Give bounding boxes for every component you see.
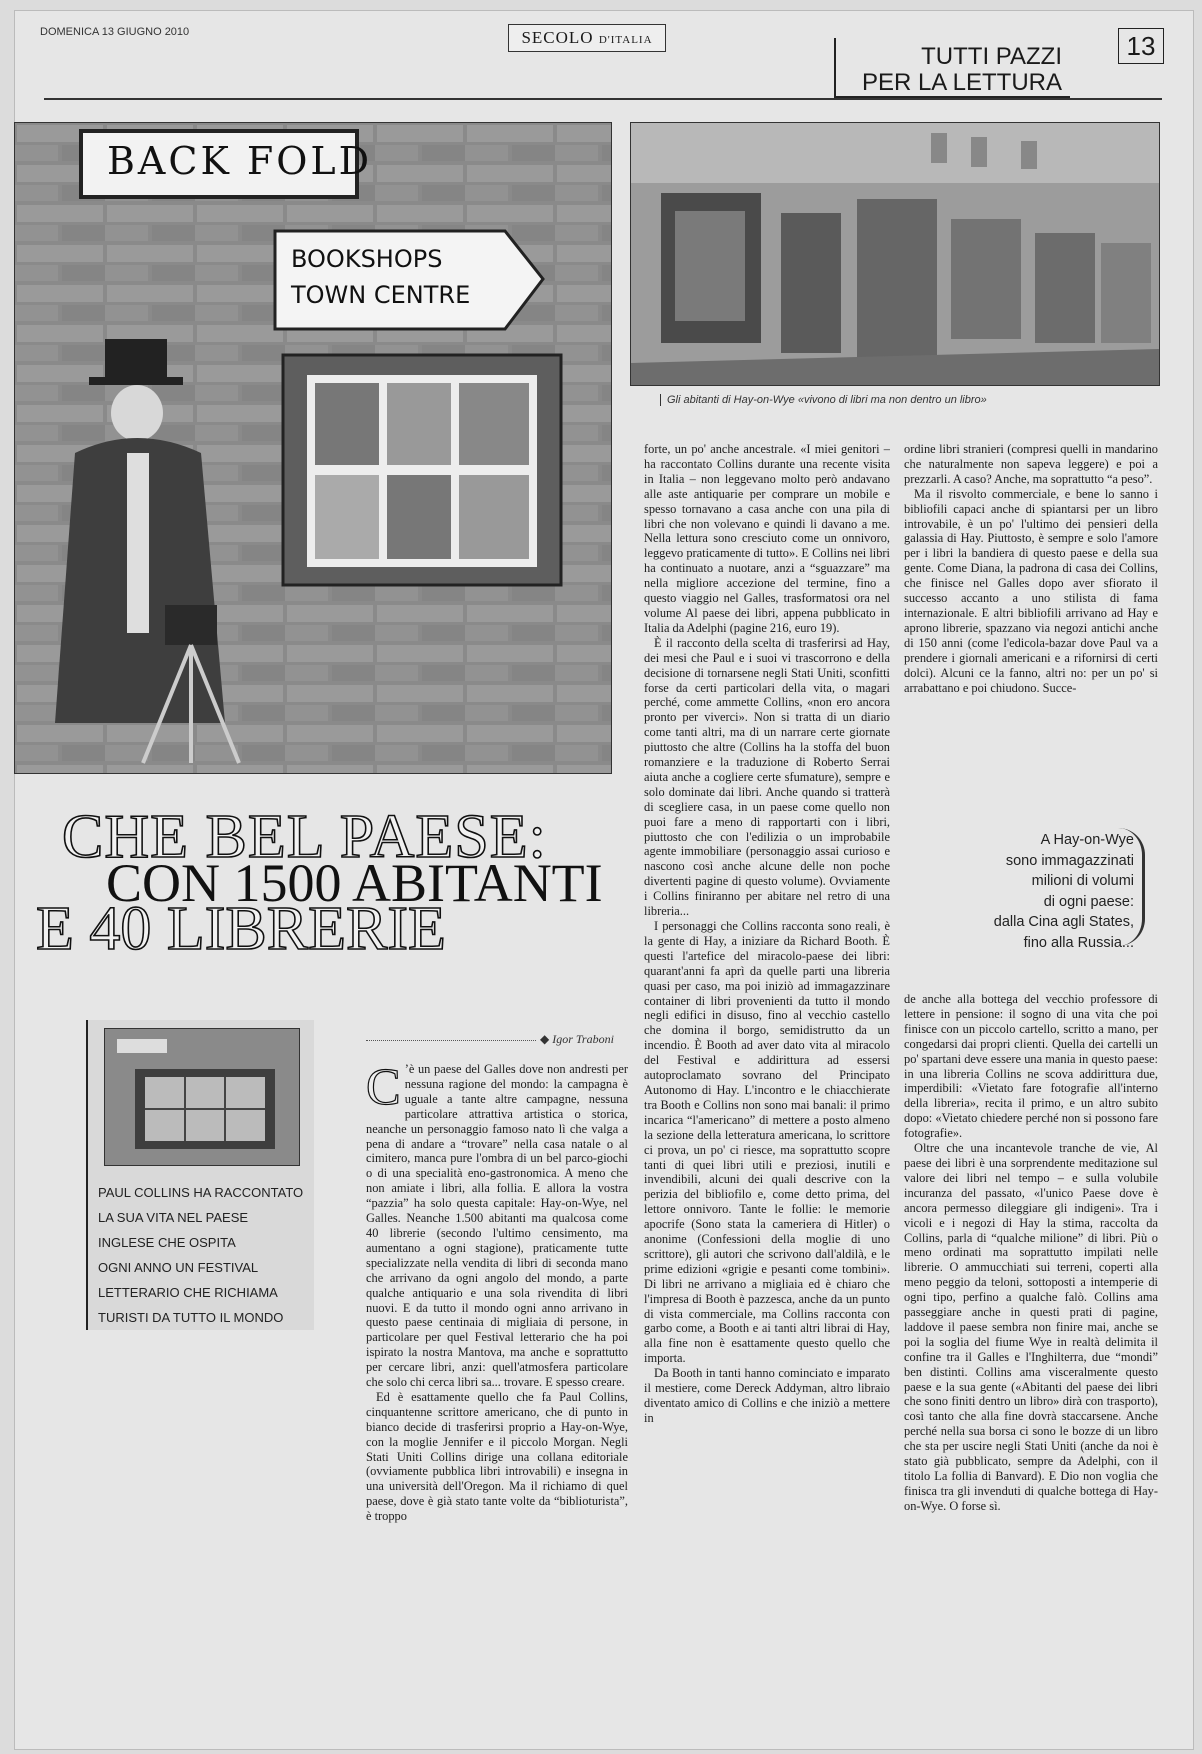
newspaper-logo <box>508 24 666 52</box>
sign-bookshops: BOOKSHOPS <box>291 245 443 273</box>
article-paragraph: ’è un paese del Galles dove non andresti per nessuna ragione del mondo: la campagna è uguale a tante altre campagne, nessuna particolare attrattiva artistica o storica, neanche un personaggio famoso nato lì che valga a pena di andare a “trovare” nella casa natale o al cimitero, manca pure l'ombra di un bel parco-giochi o di una specialità eno-gastronomica. A meno che non amiate i libri, alla follia. E allora la vostra “pazzia” ha solo questa capitale: Hay-on-Wye, nel Galles. Neanche 1.500 abitanti ma qualcosa come 40 librerie (secondo l'ultimo censimento, ma aumentano a ogni stagione), praticamente tutte specializzate nella vendita di libri di seconda mano che arrivano da ogni angolo del mondo, a parte qualche antiquario e una sola rivendita di libri nuovi. E da tutto il mondo ogni anno arrivano in questo paese centinaia di migliaia di persone, in particolare per quel Festival letterario che ha poi ispirato la nostra Mantova, ma anche e soprattutto per cercare libri, anzi: quell'atmosfera particolare che solo chi cerca libri sa... trovare. E spesso creare. <box>366 1062 628 1390</box>
article-paragraph: Ed è esattamente quello che fa Paul Collins, cinquantenne scrittore americano, che di punto in bianco decide di trasferirsi proprio a Hay-on-Wye, con la moglie Jennifer e il piccolo Morgan. Negli Stati Uniti Collins dirige una collana editoriale (ovviamente pubblica libri introvabili) e insegna in una università dell'Oregon. Ma il richiamo di quel paese, dove è già stato tante volte da “biblioturista”, è troppo <box>366 1389 628 1524</box>
article-paragraph: Oltre che una incantevole tranche de vie, Al paese dei libri è una sorprendente meditazione sul valore dei libri nel tempo – e sulla volubile incuranza del passato, «l'unico Paese dove è ancora permesso dileggiare gli indigeni». Tra i vicoli e i negozi di Hay la stima, raccolta da Collins, parla di “qualche milione” di libri. Più o meno ordinati ma soprattutto impilati nelle librerie. O ammucchiati sui terreni, coperti alla meno peggio da teloni, sottoposti a intemperie di ogni tipo, perfino a qualche falò. Collins ama passeggiare anche in questi prati di pagine, laddove il paese sembra non finire mai, anche se poi la soglia del fiume Wye in realtà delimita il confine tra il Galles e l'Inghilterra, due “mondi” ben distinti. Collins ama visceralmente questo paese e la sua gente («Abitanti del paese dei libri che sono finiti dentro un libro» dirà con trasporto), così tanto che alla fine dovrà staccarsene. Anche perché nella sua borsa ci sono le bozze di un libro che sta per uscire negli Stati Uniti (anche da noi è stato già pubblicato, sempre da Adelphi, con il titolo La follia di Banvard). E Dio non voglia che finisca tra gli invenduti di qualche bottega di Hay-on-Wye. O forse sì. <box>904 1141 1158 1513</box>
article-column-1 <box>366 1062 628 1742</box>
byline-author: Igor Traboni <box>552 1032 614 1046</box>
sidebar-caption-line: TURISTI DA TUTTO IL MONDO <box>98 1310 284 1325</box>
photo-hay-street <box>630 122 1160 386</box>
section-title-line1: TUTTI PAZZI <box>921 43 1062 70</box>
article-paragraph: forte, un po' anche ancestrale. «I miei genitori – ha raccontato Collins durante una recente visita in Italia – non leggevano molto però andavano alle aste antiquarie per comprare un mobile e spesso tornavano a casa anche con una pila di libri che non volevano e quindi li davano a me. Nella lettura sono cresciuto come un onnivoro, leggevo praticamente di tutto». E Collins nei libri ha continuato a nuotare, anzi a “sguazzare” ma nella migliore accezione del termine, fino a questo viaggio nel Galles, trasformatosi ora nel volume Al paese dei libri, appena pubblicato in Italia da Adelphi (pagine 216, euro 19). <box>644 442 890 635</box>
headline-line3: E 40 LIBRERIE <box>36 895 446 963</box>
headline-line1: CHE BEL PAESE: <box>62 803 547 871</box>
newspaper-page <box>14 10 1194 1750</box>
sidebar-caption-line: PAUL COLLINS HA RACCONTATO <box>98 1185 304 1200</box>
photo-bookshop-sign-illustration <box>15 123 611 773</box>
byline <box>540 1032 614 1047</box>
photo-bookshop-sign <box>14 122 612 774</box>
article-paragraph: Da Booth in tanti hanno cominciato e imparato il mestiere, come Dereck Addyman, altro libraio diventato amico di Collins e che iniziò a mettere in <box>644 1366 890 1425</box>
article-paragraph: È il racconto della scelta di trasferirsi ad Hay, dei mesi che Paul e i suoi vi trascorrono e della decisione di tornarsene negli Stati Uniti, sconfitti forse da certi particolari della vita, o magari perché, come ammette Collins, «non ero ancora pronto per viverci». Non si tratta di un diario come tanti altri, ma di un narrare certe giornate piuttosto che altre (Collins ha la stoffa del buon romanziere e la traduzione di Roberto Serrai aiuta anche a cogliere certe sfumature), sempre e solo dominate dai libri. Anche quando si tratterà di scegliere casa, in un paese come quello non puoi fare a meno di rapportarti con i libri, piuttosto che con l'edilizia o un improbabile agente immobiliare (personaggio assai curioso e nascono così anche alcune delle non poche divertenti pagine di questo volume). Ovviamente i Collins finiranno per abitare nel retro di una libreria... <box>644 635 890 919</box>
article-paragraph: Ma il risvolto commerciale, e bene lo sanno i bibliofili capaci anche di spiantarsi per un libro introvabile, è un po' l'ultimo dei pensieri della galassia di Hay. Piuttosto, è sempre e solo l'amore per i libri la bandiera di questo paese e della sua gente. Come Diana, la padrona di casa dei Collins, che finisce nel Galles dopo aver sfiorato il successo accanto a uno stilista di fama internazionale. E altri bibliofili arrivano ad Hay e aprono librerie, spazzano via negozi antichi anche di 150 anni (come l'edicola-bazar dove Paul va a prendere i giornali americani e a rifornirsi di certi dolci). Alcuni ce la fanno, altri no: per un po' si arrabattano e poi chiudono. Succe- <box>904 486 1158 695</box>
byline-diamond-icon: ◆ <box>540 1032 553 1046</box>
issue-date: DOMENICA 13 GIUGNO 2010 <box>40 26 190 38</box>
sidebar-caption <box>98 1180 310 1330</box>
sidebar-caption-line: INGLESE CHE OSPITA <box>98 1235 236 1250</box>
sidebar-caption-line: LETTERARIO CHE RICHIAMA <box>98 1285 278 1300</box>
drop-cap: C <box>366 1062 401 1116</box>
pull-quote-bracket <box>1118 828 1145 946</box>
pull-quote-line: dalla Cina agli States, <box>993 914 1134 930</box>
logo-sub: D'ITALIA <box>598 34 653 46</box>
pull-quote-line: A Hay-on-Wye <box>1040 832 1134 848</box>
section-title <box>834 38 1070 98</box>
sidebar-photo <box>104 1028 300 1166</box>
sign-back-fold: BACK FOLD <box>107 139 373 183</box>
article-column-3-top <box>904 442 1158 804</box>
sidebar-photo-illustration <box>105 1029 299 1165</box>
article-column-3-bottom <box>904 992 1158 1742</box>
sign-town-centre: TOWN CENTRE <box>291 281 471 309</box>
pull-quote-line: di ogni paese: <box>1043 893 1134 910</box>
pull-quote-line: fino alla Russia... <box>1023 934 1134 951</box>
sidebar-caption-line: OGNI ANNO UN FESTIVAL <box>98 1260 259 1275</box>
photo-hay-street-illustration <box>631 123 1159 385</box>
logo-main: SECOLO <box>521 28 594 47</box>
article-paragraph: ordine libri stranieri (compresi quelli in mandarino che naturalmente non sapeva leggere) e poi a prezzarli. A caso? Anche, ma soprattutto “a peso”. <box>904 442 1158 486</box>
sidebar-caption-line: LA SUA VITA NEL PAESE <box>98 1210 249 1225</box>
pull-quote-line: sono immagazzinati <box>1005 852 1134 869</box>
pull-quote-line: milioni di volumi <box>1031 873 1134 889</box>
page-number: 13 <box>1118 28 1164 64</box>
photo-caption: Gli abitanti di Hay-on-Wye «vivono di libri ma non dentro un libro» <box>660 394 1097 406</box>
article-paragraph: de anche alla bottega del vecchio professore di lettere in pensione: il sogno di una vita che poi finisce con un piccolo cartello, scritto a mano, per congedarsi dai propri clienti. Quella dei cartelli un po' spartani deve essere una mania in questo paese: in una libreria Collins ne scova addirittura due, imperdibili: «Vietato fare fotografie all'interno della libreria», recita il primo, e un altro subito dopo: «Vietato chiedere perché non si possono fare fotografie». <box>904 992 1158 1141</box>
header-rule <box>44 98 1162 100</box>
article-column-2 <box>644 442 890 1742</box>
section-title-line2: PER LA LETTURA <box>861 69 1062 96</box>
article-paragraph: I personaggi che Collins racconta sono reali, è la gente di Hay, a iniziare da Richard Booth. È questi l'artefice del miracolo-paese dei libri: quarant'anni fa aprì da quelle parti una libreria quasi per caso, ma poi iniziò ad immagazzinare container di libri provenienti da tutto il mondo negli edifici in disuso, fino al vecchio castello che domina il borgo, semidistrutto da un incendio. È Booth ad aver dato vita al miracolo del Festival e addirittura ad essersi autoproclamato sovrano del Principato Autonomo di Hay. L'incontro e le chiacchierate tra Booth e Collins non sono mai banali: il primo incarica “l'americano” di mettere a posto almeno la sezione della letteratura americana, lo scrittore ci prova, un po' ci riesce, ma soprattutto scopre tanti di quei libri utili e preziosi, inutili e invendibili, alcuni dei quali descrive con la perizia del bibliofilo e, come detto prima, del lettore onnivoro. Tante le follie: le memorie apocrife (Sono stata la cameriera di Hitler) o anonime (Confessioni della moglie di uno scrittore), gli autori che scrivono dall'aldilà, e le prime edizioni «grigie e pesanti come tombini». Di libri ne arrivano a migliaia ed è chiaro che l'impresa di Booth è pazzesca, anche da un punto di vista commerciale, ma Collins racconta con garbo come, a Booth e ai tanti altri librai di Hay, alla fine non è esattamente questo quello che importa. <box>644 919 890 1366</box>
headline-line2: CON 1500 ABITANTI <box>106 853 603 913</box>
pull-quote <box>894 830 1134 953</box>
sidebar-box <box>86 1020 314 1330</box>
byline-rule <box>366 1040 536 1041</box>
